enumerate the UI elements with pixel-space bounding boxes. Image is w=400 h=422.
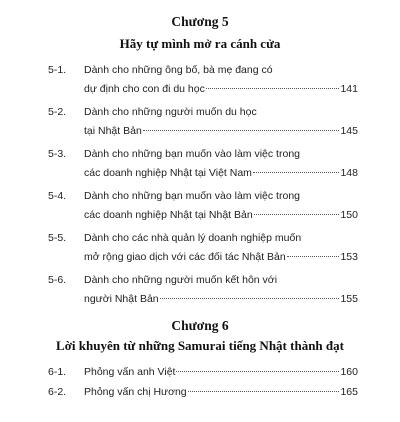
entry-number: 5-3. — [48, 148, 67, 160]
toc-entry-5-5[interactable] — [0, 232, 400, 268]
entry-title-line2 — [84, 83, 358, 95]
chapter-5-title: Chương 5 — [171, 14, 229, 29]
entry-title-line1: Dành cho những người muốn du học — [84, 106, 257, 118]
chapter-6-subtitle: Lời khuyên từ những Samurai tiếng Nhật thành đạt — [56, 338, 344, 353]
entry-number: 6-2. — [48, 386, 67, 398]
page-number: 150 — [340, 209, 358, 221]
entry-title-text: Phỏng vấn anh Việt — [84, 366, 176, 378]
entry-title-line1: Dành cho những bạn muốn vào làm việc trong — [84, 148, 300, 160]
toc-entry-5-2[interactable] — [0, 106, 400, 142]
entry-title-line1 — [84, 386, 358, 398]
entry-title-line2 — [84, 209, 358, 221]
page-number: 165 — [340, 386, 358, 398]
dot-leader — [188, 391, 340, 392]
page-number: 141 — [340, 83, 358, 95]
entry-title-line1: Dành cho các nhà quản lý doanh nghiệp muốn — [84, 232, 302, 244]
chapter-6-title: Chương 6 — [171, 318, 229, 333]
entry-title-line1 — [84, 366, 358, 378]
page-number: 148 — [340, 167, 358, 179]
page-number: 153 — [340, 251, 358, 263]
entry-number: 5-6. — [48, 274, 67, 286]
page-number: 145 — [340, 125, 358, 137]
entry-title-text: Phỏng vấn chị Hương — [84, 386, 187, 398]
entry-title-text: dự định cho con đi du học — [84, 83, 205, 95]
entry-number: 5-4. — [48, 190, 67, 202]
chapter-5-subtitle: Hãy tự mình mở ra cánh cửa — [119, 36, 281, 51]
entry-number: 5-1. — [48, 64, 67, 76]
entry-title-text: mở rộng giao dịch với các đối tác Nhật Bản — [84, 251, 286, 263]
entry-title-line2 — [84, 125, 358, 137]
entry-title-line1: Dành cho những bạn muốn vào làm việc trong — [84, 190, 300, 202]
toc-entry-5-6[interactable] — [0, 274, 400, 310]
entry-title-text: người Nhật Bản — [84, 293, 159, 305]
entry-title-line2 — [84, 167, 358, 179]
entry-title-line2 — [84, 293, 358, 305]
dot-leader — [254, 214, 340, 215]
entry-number: 5-2. — [48, 106, 67, 118]
entry-title-text: tại Nhật Bản — [84, 125, 142, 137]
entry-title-text: các doanh nghiệp Nhật tại Việt Nam — [84, 167, 252, 179]
entry-title-line1: Dành cho những người muốn kết hôn với — [84, 274, 278, 286]
page-number: 155 — [340, 293, 358, 305]
entry-number: 6-1. — [48, 366, 67, 378]
dot-leader — [206, 88, 340, 89]
entry-number: 5-5. — [48, 232, 67, 244]
entry-title-line1: Dành cho những ông bố, bà mẹ đang có — [84, 64, 273, 76]
entry-title-text: các doanh nghiệp Nhật tại Nhật Bản — [84, 209, 253, 221]
dot-leader — [253, 172, 340, 173]
toc-entry-5-3[interactable] — [0, 148, 400, 184]
dot-leader — [143, 130, 340, 131]
entry-title-line2 — [84, 251, 358, 263]
dot-leader — [287, 256, 340, 257]
toc-entry-6-2[interactable] — [0, 386, 400, 422]
dot-leader — [160, 298, 340, 299]
toc-entry-5-4[interactable] — [0, 190, 400, 226]
page-number: 160 — [340, 366, 358, 378]
toc-entry-5-1[interactable] — [0, 64, 400, 100]
dot-leader — [176, 371, 339, 372]
